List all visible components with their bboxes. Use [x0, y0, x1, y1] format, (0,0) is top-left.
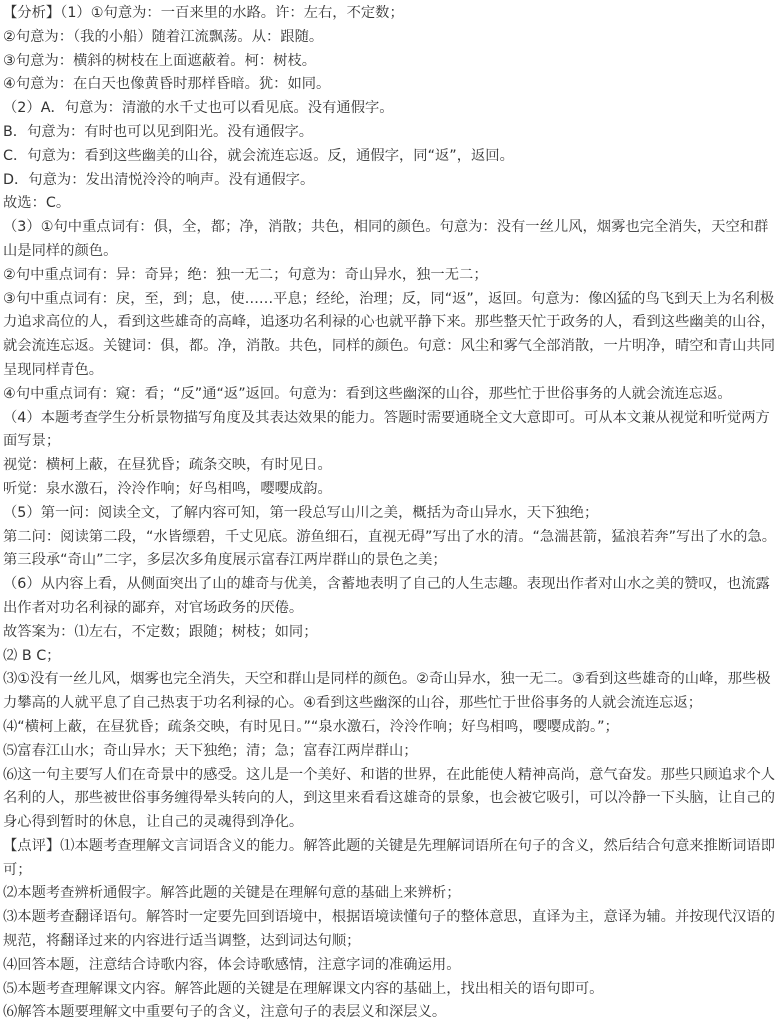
comment-line: 【点评】⑴本题考查理解文言词语含义的能力。解答此题的关键是先理解词语所在句子的含义，然后结合句意来推断词语即可；	[3, 837, 776, 878]
analysis-line: C．句意为：看到这些幽美的山谷，就会流连忘返。反，通假字，同“返”，返回。	[3, 147, 514, 164]
analysis-line: ②句意为：（我的小船）随着江流飘荡。从：跟随。	[3, 28, 324, 45]
answer-line: ⑶①没有一丝儿风，烟雾也完全消失，天空和群山是同样的颜色。②奇山异水，独一无二。③看到这些雄奇的山峰，那些极力攀高的人就平息了自己热衷于功名利禄的心。④看到这些幽深的山谷，那些忙于世俗事务的人就会流连忘返；	[3, 671, 771, 712]
answer-line: ⑹这一句主要写人们在奇景中的感受。这儿是一个美好、和谐的世界，在此能使人精神高尚，意气奋发。那些只顾追求个人名利的人，那些被世俗事务缠得晕头转向的人，到这里来看看这雄奇的景象，也会被它吸引，可以冷静一下头脑，让自己的身心得到暂时的休息，让自己的灵魂得到净化。	[3, 766, 776, 831]
analysis-line: 故选：C。	[3, 195, 71, 212]
answer-line: 故答案为：⑴左右，不定数；跟随；树枝；如同；	[3, 623, 318, 640]
analysis-line: 第二问：阅读第二段，“水皆缥碧，千丈见底。游鱼细石，直视无碍”写出了水的清。“急湍甚箭，猛浪若奔”写出了水的急。第三段承“奇山”二字，多层次多角度展示富春江两岸群山的景色之美；	[3, 528, 777, 569]
analysis-line: B．句意为：有时也可以见到阳光。没有通假字。	[3, 123, 314, 140]
answer-line: ⑸富春江山水；奇山异水；天下独绝；清；急；富春江两岸群山；	[3, 742, 418, 759]
analysis-line: 听觉：泉水激石，泠泠作响；好鸟相鸣，嘤嘤成韵。	[3, 480, 332, 497]
analysis-line: （3）①句中重点词有：俱，全，都；净，消散；共色，相同的颜色。句意为：没有一丝儿风，烟雾也完全消失，天空和群山是同样的颜色。	[3, 219, 769, 259]
analysis-line: （4）本题考查学生分析景物描写角度及其表达效果的能力。答题时需要通晓全文大意即可。可从本文兼从视觉和听觉两方面写景；	[3, 409, 770, 450]
comment-line: ⑷回答本题，注意结合诗歌内容，体会诗歌感情，注意字词的准确运用。	[3, 956, 461, 973]
analysis-line: 视觉：横柯上蔽，在昼犹昏；疏条交映，有时见日。	[3, 457, 332, 474]
analysis-line: ③句意为：横斜的树枝在上面遮蔽着。柯：树枝。	[3, 52, 317, 69]
analysis-line: D．句意为：发出清悦泠泠的响声。没有通假字。	[3, 171, 315, 188]
comment-line: ⑵本题考查辨析通假字。解答此题的关键是在理解句意的基础上来辨析；	[3, 885, 461, 902]
comment-line: ⑹解答本题要理解文中重要句子的含义，注意句子的表层义和深层义。	[3, 1004, 447, 1021]
answer-line: ⑵ B C；	[3, 647, 61, 664]
comment-line: ⑸本题考查理解课文内容。解答此题的关键是在理解课文内容的基础上，找出相关的语句即可。	[3, 980, 604, 997]
comment-line: ⑶本题考查翻译语句。解答时一定要先回到语境中，根据语境读懂句子的整体意思，直译为主，意译为辅。并按现代汉语的规范，将翻译过来的内容进行适当调整，达到词达句顺；	[3, 909, 776, 950]
analysis-line: ④句意为：在白天也像黄昏时那样昏暗。犹：如同。	[3, 76, 331, 93]
answer-line: ⑷“横柯上蔽，在昼犹昏；疏条交映，有时见日。”“泉水激石，泠泠作响；好鸟相鸣，嘤嘤成韵。”；	[3, 718, 619, 735]
analysis-line: （6）从内容上看，从侧面突出了山的雄奇与优美，含蓄地表明了自己的人生志趣。表现出作者对山水之美的赞叹，也流露出作者对功名利禄的鄙弃，对官场政务的厌倦。	[3, 576, 770, 616]
analysis-line: ②句中重点词有：异：奇异；绝：独一无二；句意为：奇山异水，独一无二；	[3, 266, 488, 283]
analysis-line: ③句中重点词有：戾，至，到；息，使……平息；经纶，治理；反，同“返”，返回。句意为：像凶猛的鸟飞到天上为名利极力追求高位的人，看到这些雄奇的高峰，追逐功名利禄的心也就平静下来。那些整天忙于政务的人，看到这些幽美的山谷，就会流连忘返。关键词：俱，都。净，消散。共色，同样的颜色。句意：风尘和雾气全部消散，一片明净，晴空和青山共同呈现同样青色。	[3, 290, 776, 378]
comments-section	[3, 835, 777, 1025]
analysis-line: 【分析】（1）①句意为：一百来里的水路。许：左右，不定数；	[3, 5, 404, 21]
analysis-line: （5）第一问：阅读全文，了解内容可知，第一段总写山川之美，概括为奇山异水，天下独绝；	[3, 504, 599, 521]
answers-section	[3, 621, 777, 835]
analysis-line: ④句中重点词有：窥：看；“反”通“返”返回。句意为：看到这些幽深的山谷，那些忙于世俗事务的人就会流连忘返。	[3, 385, 732, 402]
analysis-line: （2）A．句意为：清澈的水千丈也可以看见底。没有通假字。	[3, 100, 394, 117]
analysis-section	[3, 2, 777, 621]
